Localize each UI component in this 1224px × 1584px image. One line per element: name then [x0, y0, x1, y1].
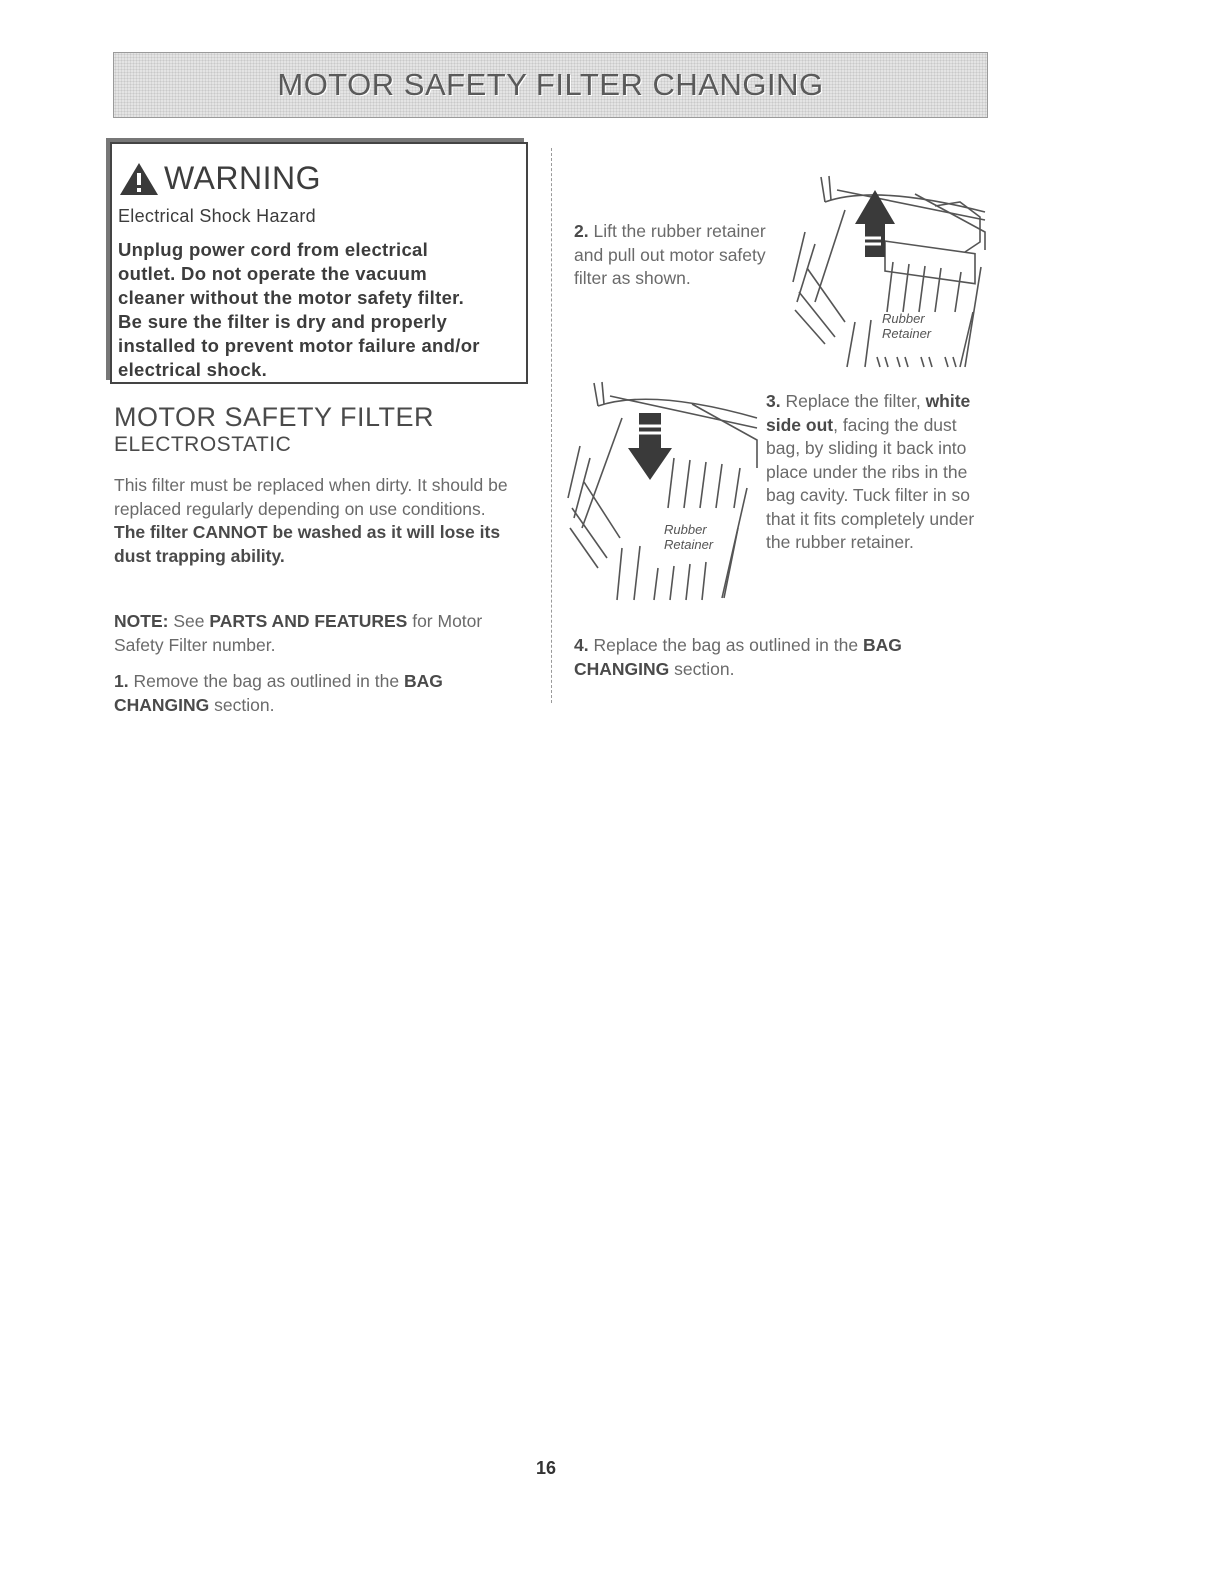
filter-removal-illustration [785, 172, 990, 372]
note-text: See [168, 611, 210, 631]
figure-label-line: Rubber [882, 311, 925, 326]
intro-paragraph [114, 474, 514, 568]
step-3 [766, 390, 984, 555]
page-number: 16 [536, 1458, 557, 1478]
intro-text: This filter must be replaced when dirty. It should be replaced regularly depending on use conditions. [114, 475, 508, 519]
warning-line: installed to prevent motor failure and/or [118, 335, 480, 356]
intro-bold-text: The filter CANNOT be washed as it will lose its dust trapping ability. [114, 522, 501, 566]
section-title: MOTOR SAFETY FILTER [114, 402, 435, 432]
warning-title: WARNING [164, 160, 321, 196]
step-number: 3. [766, 391, 781, 411]
step-text: Replace the bag as outlined in the [588, 635, 863, 655]
note-bold: PARTS AND FEATURES [209, 611, 408, 631]
filter-install-illustration [562, 378, 767, 603]
warning-line: outlet. Do not operate the vacuum [118, 263, 428, 284]
step-bold: white side out [766, 391, 971, 435]
step-text: , facing the dust bag, by sliding it back into place under the ribs in the bag cavity. Tuck filter in so that it fits completely under the rubber retainer. [766, 414, 975, 552]
step-number: 1. [114, 671, 129, 691]
warning-box [110, 142, 528, 384]
figure-1-label [882, 311, 931, 341]
step-text: Lift the rubber retainer and pull out motor safety filter as shown. [574, 221, 766, 288]
step-text: section. [669, 658, 735, 679]
warning-line: cleaner without the motor safety filter. [118, 287, 465, 308]
warning-line: electrical shock. [118, 359, 268, 380]
note-label: NOTE: [114, 611, 169, 631]
warning-body [118, 238, 522, 382]
step-text: Remove the bag as outlined in the [128, 671, 404, 691]
figure-label-line: Rubber [664, 522, 707, 537]
warning-line: Be sure the filter is dry and properly [118, 311, 448, 332]
step-1 [114, 670, 514, 717]
step-2 [574, 220, 769, 291]
section-banner [113, 52, 988, 118]
step-bold: BAG CHANGING [114, 671, 443, 715]
banner-title: MOTOR SAFETY FILTER CHANGING [277, 67, 824, 102]
figure-label-line: Retainer [664, 537, 714, 552]
step-text: Replace the filter, [780, 391, 926, 411]
section-subtitle: ELECTROSTATIC [114, 433, 292, 456]
step-4 [574, 634, 974, 681]
warning-triangle-icon [118, 161, 160, 197]
step-number: 2. [574, 221, 589, 241]
step-number: 4. [574, 635, 589, 655]
figure-label-line: Retainer [882, 326, 932, 341]
step-bold: BAG CHANGING [574, 635, 902, 679]
note-text: for Motor Safety Filter number. [114, 611, 483, 655]
warning-heading [118, 160, 321, 197]
warning-line: Unplug power cord from electrical [118, 239, 429, 260]
warning-hazard: Electrical Shock Hazard [118, 206, 316, 226]
note-paragraph [114, 610, 514, 657]
step-text: section. [209, 694, 275, 715]
column-divider [551, 148, 552, 703]
figure-2-label [664, 522, 713, 552]
